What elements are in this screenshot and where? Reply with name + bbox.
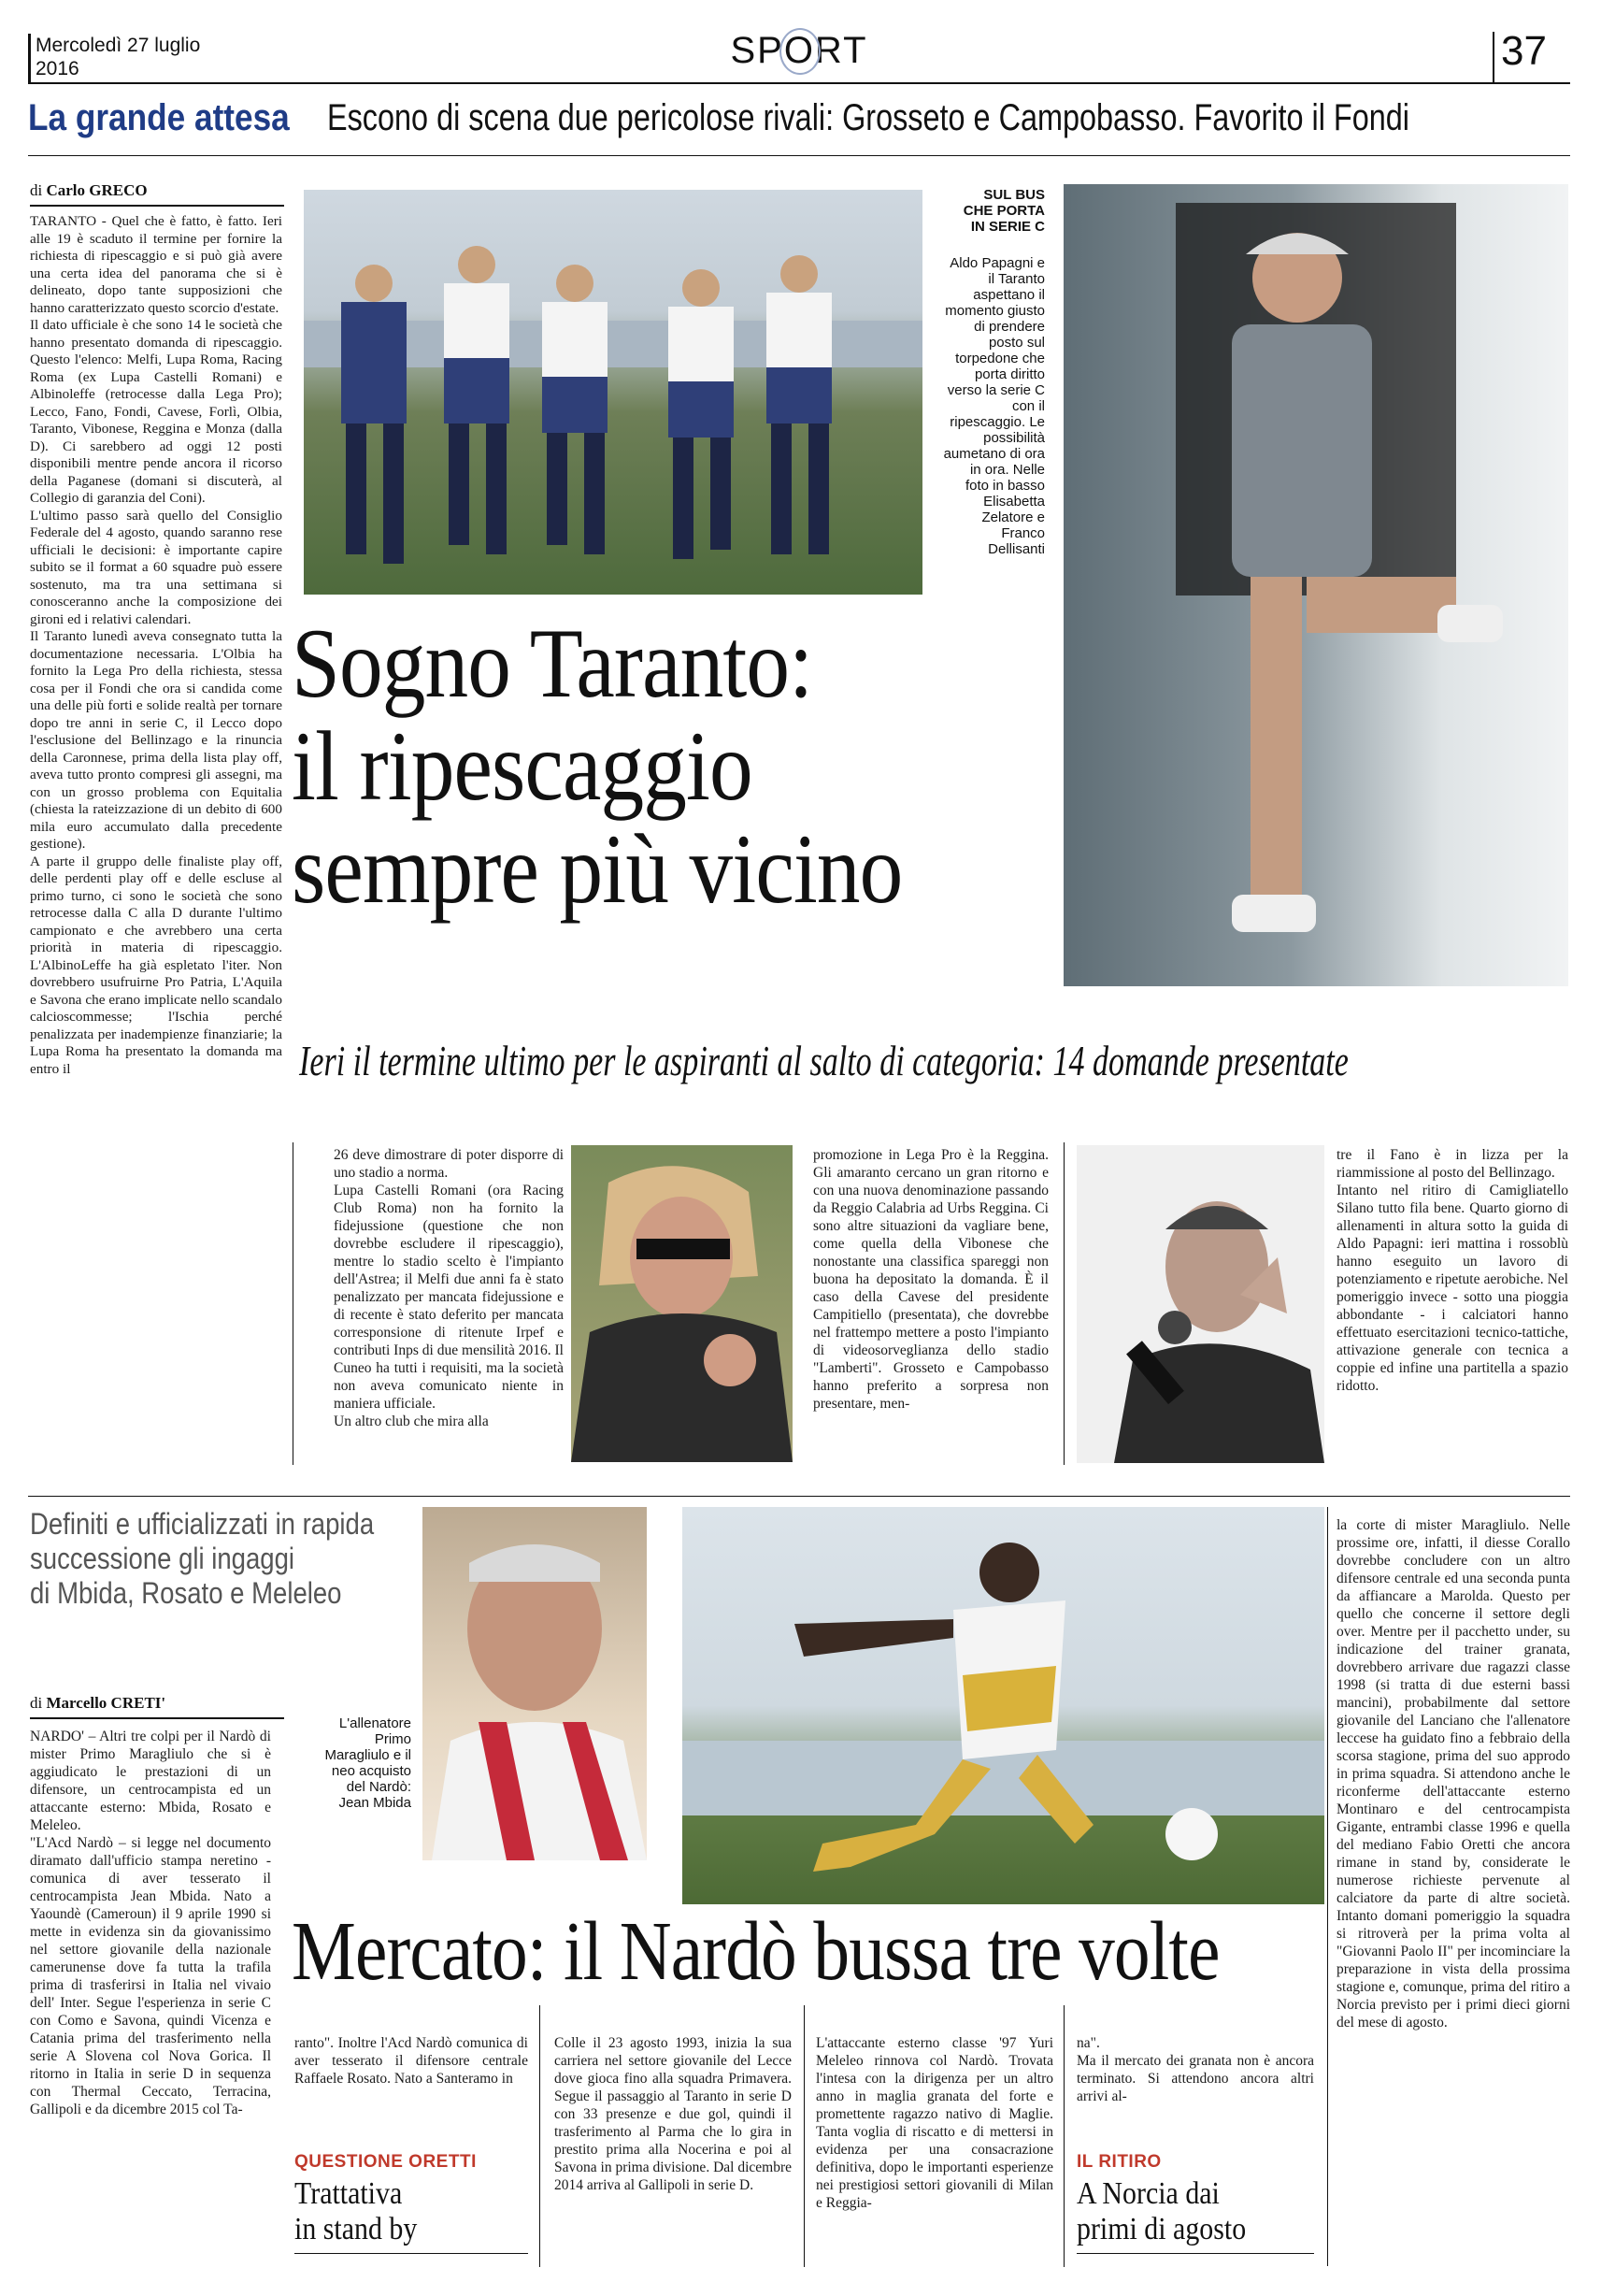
team-training-photo	[304, 190, 922, 595]
story-subtitle: Ieri il termine ultimo per le aspiranti al salto di categoria: 14 domande presentate	[299, 1037, 1349, 1084]
page-number: 37	[1501, 28, 1547, 74]
coach-graphic	[1064, 184, 1568, 986]
headline-strip: Escono di scena due pericolose rivali: Grosseto e Campobasso. Favorito il Fondi	[327, 97, 1409, 138]
second-col-rule-b	[804, 2005, 805, 2267]
ritiro-box-rule	[1077, 2253, 1314, 2254]
elisabetta-zelatore-photo	[571, 1145, 793, 1462]
second-column-5: na". Ma il mercato dei granata non è ancora terminato. Si attendono ancora altri arrivi al-	[1077, 2035, 1314, 2104]
article-column-4: tre il Fano è in lizza per la riammissione al posto del Bellinzago. Intanto nel ritiro di Camigliatello Silano tutto fila bene. Quarto giorno di allenamenti in altura sotto la guida di Aldo Papagni: ieri mattina i rossoblù hanno eseguito un lavoro di potenziamento e ripetute aerobiche. Nel pomeriggio invece - sotto una pioggia abbondante - i calciatori hanno effettuato esercitazioni tecnico-tattiche, attivazione generale con tecnica a coppie ed infine una partitella a spazio ridotto.	[1337, 1147, 1568, 1394]
mbida-graphic	[682, 1507, 1324, 1904]
oretti-box-title: Trattativa in stand by	[294, 2176, 418, 2246]
maragliulo-photo-caption: L'allenatore Primo Maragliulo e il neo acquisto del Nardò: Jean Mbida	[324, 1715, 411, 1811]
byline-prefix: di	[30, 181, 43, 199]
article-column-2: 26 deve dimostrare di poter disporre di uno stadio a norma. Lupa Castelli Romani (ora Racing Club Roma) non ha fornito la fidejussione (questione che non dovrebbe escludere il ripescaggio), mentre lo stadio scelto è l'impianto dell'Astrea; il Melfi due anni fa è stato penalizzato per mancata fidejussione e di recente è stato deferito per mancata corresponsione di ritenute Irpef e contributi Inps di due mensilità 2016. Il Cuneo ha tutti i requisiti, ma la società non aveva comunicato niente in maniera ufficiale. Un altro club che mira alla	[334, 1147, 564, 1429]
maragliulo-photo	[422, 1507, 647, 1860]
byline	[30, 181, 148, 200]
section-logo-circle	[779, 28, 821, 75]
second-byline-rule	[30, 1717, 284, 1719]
second-column-2: ranto". Inoltre l'Acd Nardò comunica di aver tesserato il difensore centrale Raffaele Rosato. Nato a Santeramo in	[294, 2035, 528, 2087]
second-column-3: Colle il 23 agosto 1993, inizia la sua carriera nel settore giovanile del Lecce dove gioca fino alla squadra Primavera. Segue il passaggio al Taranto in serie D con 33 presenze e due gol, quindi il trasferimento al Parma che lo gira in prestito prima alla Nocerina e poi al Savona in prima divisione. Dal dicembre 2014 arriva al Gallipoli in serie D.	[554, 2035, 792, 2193]
byline-name: Carlo GRECO	[46, 181, 148, 199]
strip-bottom-rule	[28, 155, 1570, 156]
article-column-1: TARANTO - Quel che è fatto, è fatto. Ieri alle 19 è scaduto il termine per fornire la richiesta di ripescaggio e si può già avere una certa idea del panorama che si è delineato, dopo tante supposizioni che hanno caratterizzato questo scorcio d'estate. Il dato ufficiale è che sono 14 le società che hanno presentato domanda di ripescaggio. Questo l'elenco: Melfi, Lupa Roma, Racing Roma (ex Lupa Castelli Romani) e Albinoleffe (retrocesse dalla Lega Pro); Lecco, Fano, Fondi, Cavese, Forlì, Olbia, Taranto, Vibonese, Reggina e Monza (dalla D). Ci sarebbero ad oggi 12 posti disponibili mentre pende ancora il ricorso della Paganese (domani si discuterà, al Collegio di garanzia del Coni). L'ultimo passo sarà quello del Consiglio Federale del 4 agosto, quando saranno rese ufficiali le decisioni: è importante capire subito se il format a 60 squadre può essere sostenuto, ma tra una settimana si conosceranno anche la composizione dei gironi ed i relativi calendari. Il Taranto lunedì aveva consegnato tutta la documentazione necessaria. L'Olbia ha fornito la Lega Pro della richiesta, stessa cosa per il Fondi che ora si candida come una delle più forti e solide realtà per tornare dopo tre anni in serie C, il Lecco dopo l'esclusione del Bellinzago e la rinuncia della Caronnese, prima della lista play off, aveva tutto pronto compresi gli assegni, ma con un grosso problema con Equitalia (chiesta la rateizzazione di un debito di 600 mila euro accumulato dalla precedente gestione). A parte il gruppo delle finaliste play off, delle perdenti play off e delle escluse al primo turno, ci sono le società che sono retrocesse dalla C alla D durante l'ultimo campionato e che avrebbero una certa priorità in materia di ripescaggio. L'AlbinoLeffe ha già espletato l'iter. Non dovrebbero usufruirne Pro Patria, L'Aquila e Savona che erano implicate nello scandalo calcioscommesse; l'Ischia perché penalizzata per inadempienze finanziarie; la Lupa Roma ha presentato la domanda ma entro il	[30, 213, 282, 1077]
second-col-rule-c	[1064, 2005, 1065, 2267]
masthead-bottom-rule	[28, 82, 1570, 84]
coach-on-bus-photo	[1064, 184, 1568, 986]
ritiro-box-title: A Norcia dai primi di agosto	[1077, 2176, 1247, 2246]
byline-rule	[30, 205, 284, 207]
col-rule-2	[1064, 1142, 1065, 1465]
second-col-rule-d	[1327, 1507, 1328, 2266]
story-headline: Sogno Taranto: il ripescaggio sempre più vicino	[292, 609, 903, 924]
oretti-box-rule	[294, 2253, 528, 2254]
story-kicker: La grande attesa	[28, 97, 290, 138]
second-byline-name: Marcello CRETI'	[46, 1694, 166, 1712]
second-story-deck: Definiti e ufficializzati in rapida successione gli ingaggi di Mbida, Rosato e Meleleo	[30, 1507, 375, 1610]
second-col-rule-a	[539, 2005, 540, 2267]
page-number-rule	[1493, 32, 1494, 82]
second-column-1: NARDO' – Altri tre colpi per il Nardò di mister Primo Maragliulo che si è aggiudicato le prestazioni di un difensore, un centrocampista ed un attaccante esterno: Mbida, Rosato e Meleleo. "L'Acd Nardò – si legge nel documento diramato dall'ufficio stampa neretino - comunica di aver tesserato il centrocampista Jean Mbida. Nato a Yaoundè (Cameroun) il 9 aprile 1990 si mette in evidenza sin da giovanissimo nel settore giovanile della nazionale camerunense dove fa tutta la trafila prima di trasferirsi in Italia nel vivaio dell' Inter. Segue l'esperienza in serie C con Como e Savona, quindi Vicenza e Catania prima del trasferimento nella serie A Slovena col Nova Gorica. Il ritorno in Italia in serie D in sequenza con Thermal Ceccato, Terracina, Gallipoli e da dicembre 2015 col Ta-	[30, 1729, 271, 2117]
ritiro-box-label: IL RITIRO	[1077, 2152, 1162, 2172]
sidebar-caption-text: Aldo Papagni e il Taranto aspettano il momento giusto di prendere posto sul torpedone che porta diritto verso la serie C con il ripescaggio. Le possibilità aumetano di ora in ora. Nelle foto in basso Elisabetta Zelatore e Franco Dellisanti	[943, 255, 1045, 557]
sidebar-caption-title: SUL BUS CHE PORTA IN SERIE C	[963, 187, 1045, 235]
man-graphic	[1077, 1145, 1324, 1463]
section-divider	[28, 1496, 1570, 1497]
second-byline-prefix: di	[30, 1694, 43, 1712]
maragliulo-graphic	[422, 1507, 647, 1860]
second-story-headline: Mercato: il Nardò bussa tre volte	[292, 1905, 1220, 1998]
second-column-4: L'attaccante esterno classe '97 Yuri Meleleo rinnova col Nardò. Trovata l'intesa con la dirigenza per un altro anno in maglia granata del forte e promettente ragazzo nativo di Maglie. Tanta voglia di riscatto e di mettersi in evidenza per una consacrazione definitiva, dopo le importanti esperienze nei prestigiosi settori giovanili di Milan e Reggia-	[816, 2035, 1053, 2211]
masthead-left-rule	[28, 34, 31, 84]
team-players-graphic	[304, 190, 922, 595]
second-column-6: la corte di mister Maragliulo. Nelle prossime ore, infatti, il diesse Corallo dovrebbe concludere con un altro difensore centrale ed una seconda punta da affiancare a Marolda. Questo per quello che concerne il settore degli over. Mentre per il pacchetto under, su indicazione del trainer granata, dovrebbero arrivare due ragazzi classe 1998 (si tratta di due esterni bassi mancini), probabilmente dal settore giovanile del Lanciano che l'allenatore leccese ha guidato fino a febbraio della scorsa stagione, prima del suo approdo in prima squadra. Si attendono anche le riconferme dell'attaccante esterno Montinaro e del centrocampista Gigante, entrambi classe 1996 e quella del mediano Fabio Oretti che ancora rimane in stand by, considerate le numerose richieste pervenute al calciatore da parte di altre società. Intanto domani pomeriggio la squadra si ritroverà per la prima volta al "Giovanni Paolo II" per incominciare la preparazione in vista della prossima stagione e, comunque, prima del ritiro a Norcia previsto per i primi dieci giorni del mese di agosto.	[1337, 1517, 1570, 2031]
franco-dellisanti-photo	[1077, 1145, 1324, 1463]
second-byline	[30, 1694, 165, 1713]
mbida-action-photo	[682, 1507, 1324, 1904]
article-column-3: promozione in Lega Pro è la Reggina. Gli amaranto cercano un gran ritorno e con una nuova denominazione passando da Reggio Calabria ad Urbs Reggina. Ci sono altre situazioni da vagliare bene, come quella della Vibonese che nonostante una classifica spareggi non buona ha depositato la domanda. È il caso della Cavese del presidente Campitiello (presentata), che dovrebbe nel frattempo mettere a posto l'impianto di videosorveglianza dello stadio "Lamberti". Grosseto e Campobasso hanno preferito a sorpresa non presentare, men-	[813, 1147, 1049, 1412]
section-name: SPORT	[730, 30, 868, 71]
page-date: Mercoledì 27 luglio 2016	[36, 35, 201, 79]
oretti-box-label: QUESTIONE ORETTI	[294, 2152, 477, 2172]
woman-graphic	[571, 1145, 793, 1462]
